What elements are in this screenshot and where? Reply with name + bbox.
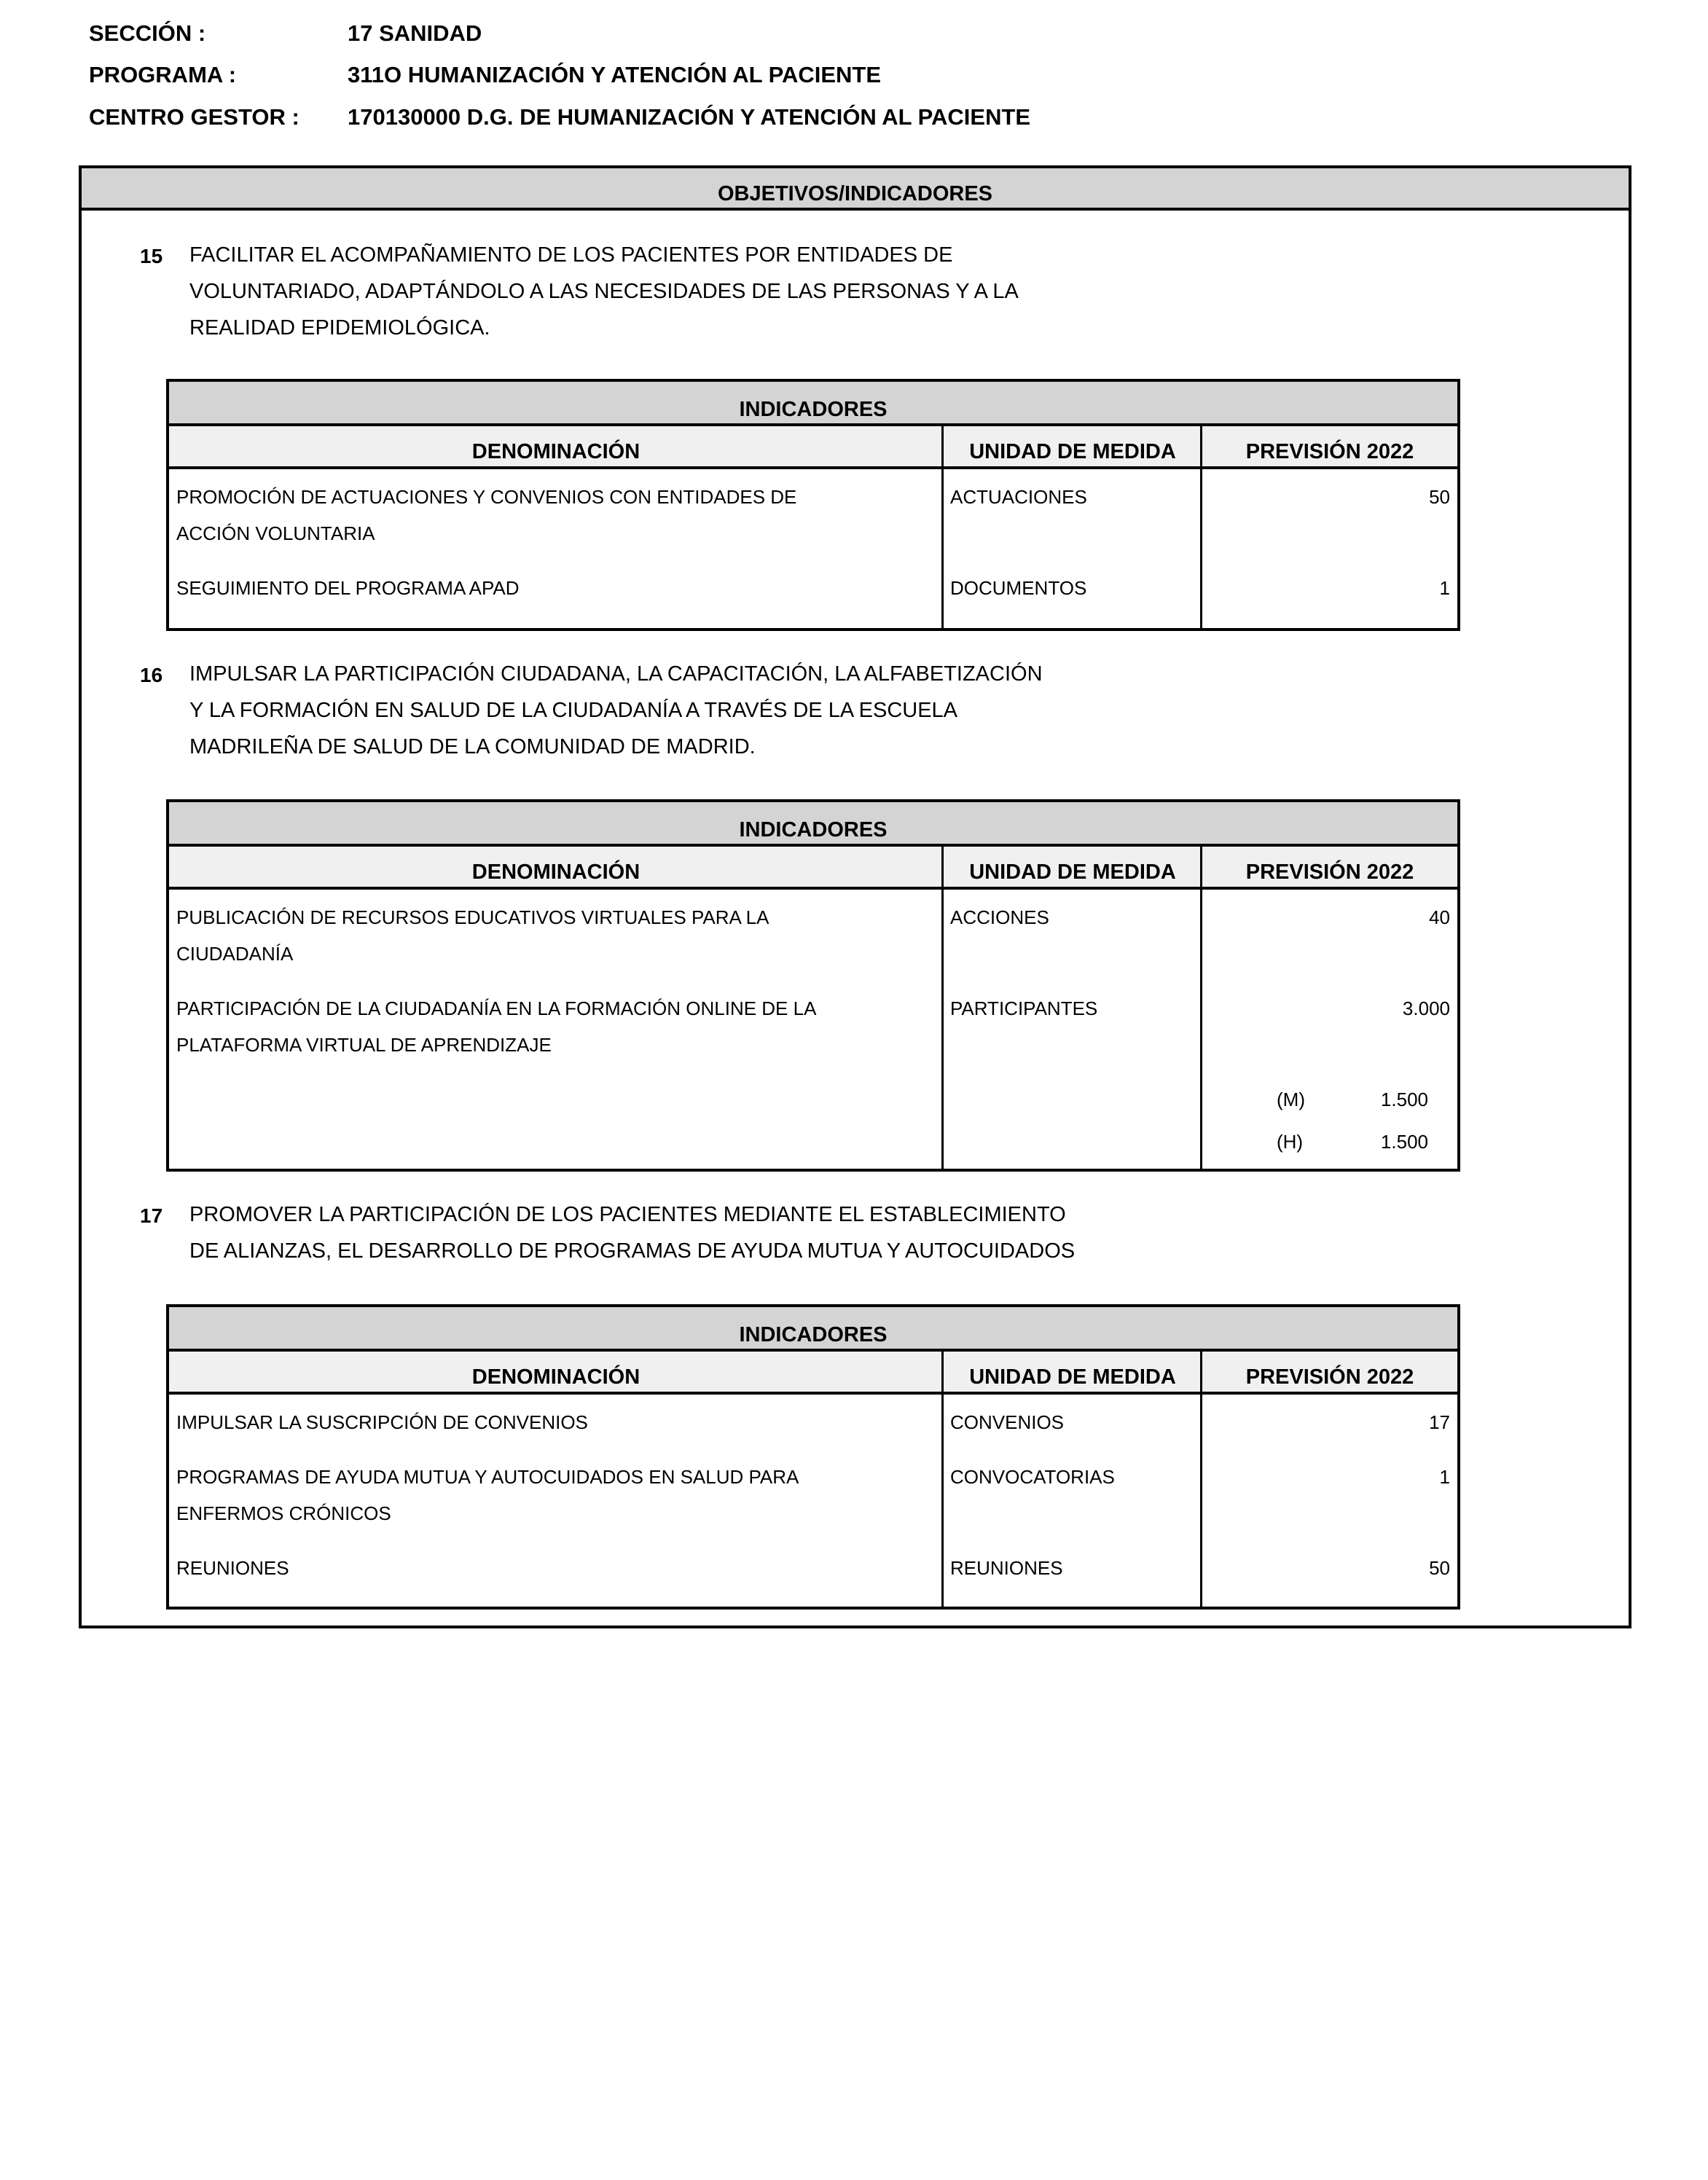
objective-line: Y LA FORMACIÓN EN SALUD DE LA CIUDADANÍA A TRAVÉS DE LA ESCUELA — [189, 699, 958, 722]
indicator-name-line: ENFERMOS CRÓNICOS — [176, 1502, 391, 1524]
indicators-table-title: INDICADORES — [169, 1307, 1457, 1352]
indicators-column-headers — [169, 847, 1457, 890]
indicator-unit: CONVOCATORIAS — [950, 1466, 1115, 1488]
objective-line: PROMOVER LA PARTICIPACIÓN DE LOS PACIENTES MEDIANTE EL ESTABLECIMIENTO — [189, 1203, 1066, 1226]
indicator-unit: ACCIONES — [950, 906, 1049, 928]
objective-line: VOLUNTARIADO, ADAPTÁNDOLO A LAS NECESIDADES DE LAS PERSONAS Y A LA — [189, 280, 1019, 303]
indicator-forecast: 1 — [1439, 577, 1450, 599]
section-value: 17 SANIDAD — [348, 20, 482, 46]
column-header-denominacion: DENOMINACIÓN — [471, 440, 640, 463]
column-divider — [941, 847, 944, 1169]
management-center-label: CENTRO GESTOR : — [89, 104, 299, 130]
breakdown-label-men: (H) — [1277, 1131, 1304, 1153]
indicator-name-line: PROMOCIÓN DE ACTUACIONES Y CONVENIOS CON ENTIDADES DE — [176, 486, 797, 508]
column-header-prevision: PREVISIÓN 2022 — [1245, 440, 1414, 463]
indicator-name-line: PUBLICACIÓN DE RECURSOS EDUCATIVOS VIRTUALES PARA LA — [176, 906, 769, 928]
indicators-table — [166, 379, 1460, 631]
indicator-unit: ACTUACIONES — [950, 486, 1087, 508]
indicator-name-line: PLATAFORMA VIRTUAL DE APRENDIZAJE — [176, 1034, 552, 1056]
column-divider — [941, 426, 944, 628]
column-header-denominacion: DENOMINACIÓN — [471, 1365, 640, 1389]
objective-line: REALIDAD EPIDEMIOLÓGICA. — [189, 316, 490, 340]
column-header-unidad: UNIDAD DE MEDIDA — [969, 1365, 1176, 1389]
breakdown-value-women: 1.500 — [1380, 1089, 1428, 1110]
column-divider — [941, 1352, 944, 1607]
objective-number: 16 — [140, 664, 163, 686]
indicators-table — [166, 1304, 1460, 1609]
column-header-unidad: UNIDAD DE MEDIDA — [969, 440, 1176, 463]
indicator-forecast: 50 — [1429, 486, 1450, 508]
column-divider — [1200, 847, 1202, 1169]
program-value: 311O HUMANIZACIÓN Y ATENCIÓN AL PACIENTE — [348, 62, 882, 87]
objective-description — [189, 1196, 1282, 1269]
objective-number: 15 — [140, 245, 163, 267]
program-label: PROGRAMA : — [89, 62, 237, 87]
indicators-column-headers — [169, 426, 1457, 469]
column-header-prevision: PREVISIÓN 2022 — [1245, 1365, 1414, 1389]
indicator-forecast: 40 — [1429, 906, 1450, 928]
indicators-table — [166, 799, 1460, 1172]
indicators-column-headers — [169, 1352, 1457, 1395]
column-divider — [1200, 426, 1202, 628]
indicator-name-line: REUNIONES — [176, 1557, 289, 1579]
indicator-forecast: 1 — [1439, 1466, 1450, 1488]
column-divider — [1200, 1352, 1202, 1607]
objective-line: FACILITAR EL ACOMPAÑAMIENTO DE LOS PACIENTES POR ENTIDADES DE — [189, 243, 953, 267]
breakdown-label-women: (M) — [1277, 1089, 1305, 1110]
objective-number: 17 — [140, 1204, 163, 1227]
indicators-table-title: INDICADORES — [169, 802, 1457, 847]
indicator-name-line: SEGUIMIENTO DEL PROGRAMA APAD — [176, 577, 520, 599]
indicator-name-line: CIUDADANÍA — [176, 943, 294, 965]
objective-description — [189, 237, 1282, 346]
indicator-name-line: PROGRAMAS DE AYUDA MUTUA Y AUTOCUIDADOS EN SALUD PARA — [176, 1466, 799, 1488]
objective-line: MADRILEÑA DE SALUD DE LA COMUNIDAD DE MADRID. — [189, 735, 756, 758]
indicator-name-line: IMPULSAR LA SUSCRIPCIÓN DE CONVENIOS — [176, 1411, 588, 1433]
indicator-name-line: ACCIÓN VOLUNTARIA — [176, 522, 375, 544]
indicator-unit: PARTICIPANTES — [950, 997, 1098, 1019]
indicator-unit: REUNIONES — [950, 1557, 1063, 1579]
objective-line: DE ALIANZAS, EL DESARROLLO DE PROGRAMAS DE AYUDA MUTUA Y AUTOCUIDADOS — [189, 1239, 1076, 1263]
objective-description — [189, 656, 1282, 765]
section-label: SECCIÓN : — [89, 20, 206, 46]
column-header-denominacion: DENOMINACIÓN — [471, 860, 640, 884]
column-header-prevision: PREVISIÓN 2022 — [1245, 860, 1414, 884]
breakdown-value-men: 1.500 — [1380, 1131, 1428, 1153]
indicator-name-line: PARTICIPACIÓN DE LA CIUDADANÍA EN LA FORMACIÓN ONLINE DE LA — [176, 997, 817, 1019]
indicator-unit: CONVENIOS — [950, 1411, 1065, 1433]
indicator-unit: DOCUMENTOS — [950, 577, 1087, 599]
column-header-unidad: UNIDAD DE MEDIDA — [969, 860, 1176, 884]
indicator-forecast: 3.000 — [1402, 997, 1450, 1019]
management-center-value: 170130000 D.G. DE HUMANIZACIÓN Y ATENCIÓN AL PACIENTE — [348, 104, 1031, 130]
indicator-forecast: 50 — [1429, 1557, 1450, 1579]
indicator-forecast: 17 — [1429, 1411, 1450, 1433]
objectives-indicators-title: OBJETIVOS/INDICADORES — [82, 168, 1629, 211]
objective-line: IMPULSAR LA PARTICIPACIÓN CIUDADANA, LA CAPACITACIÓN, LA ALFABETIZACIÓN — [189, 662, 1043, 686]
indicators-table-title: INDICADORES — [169, 382, 1457, 426]
